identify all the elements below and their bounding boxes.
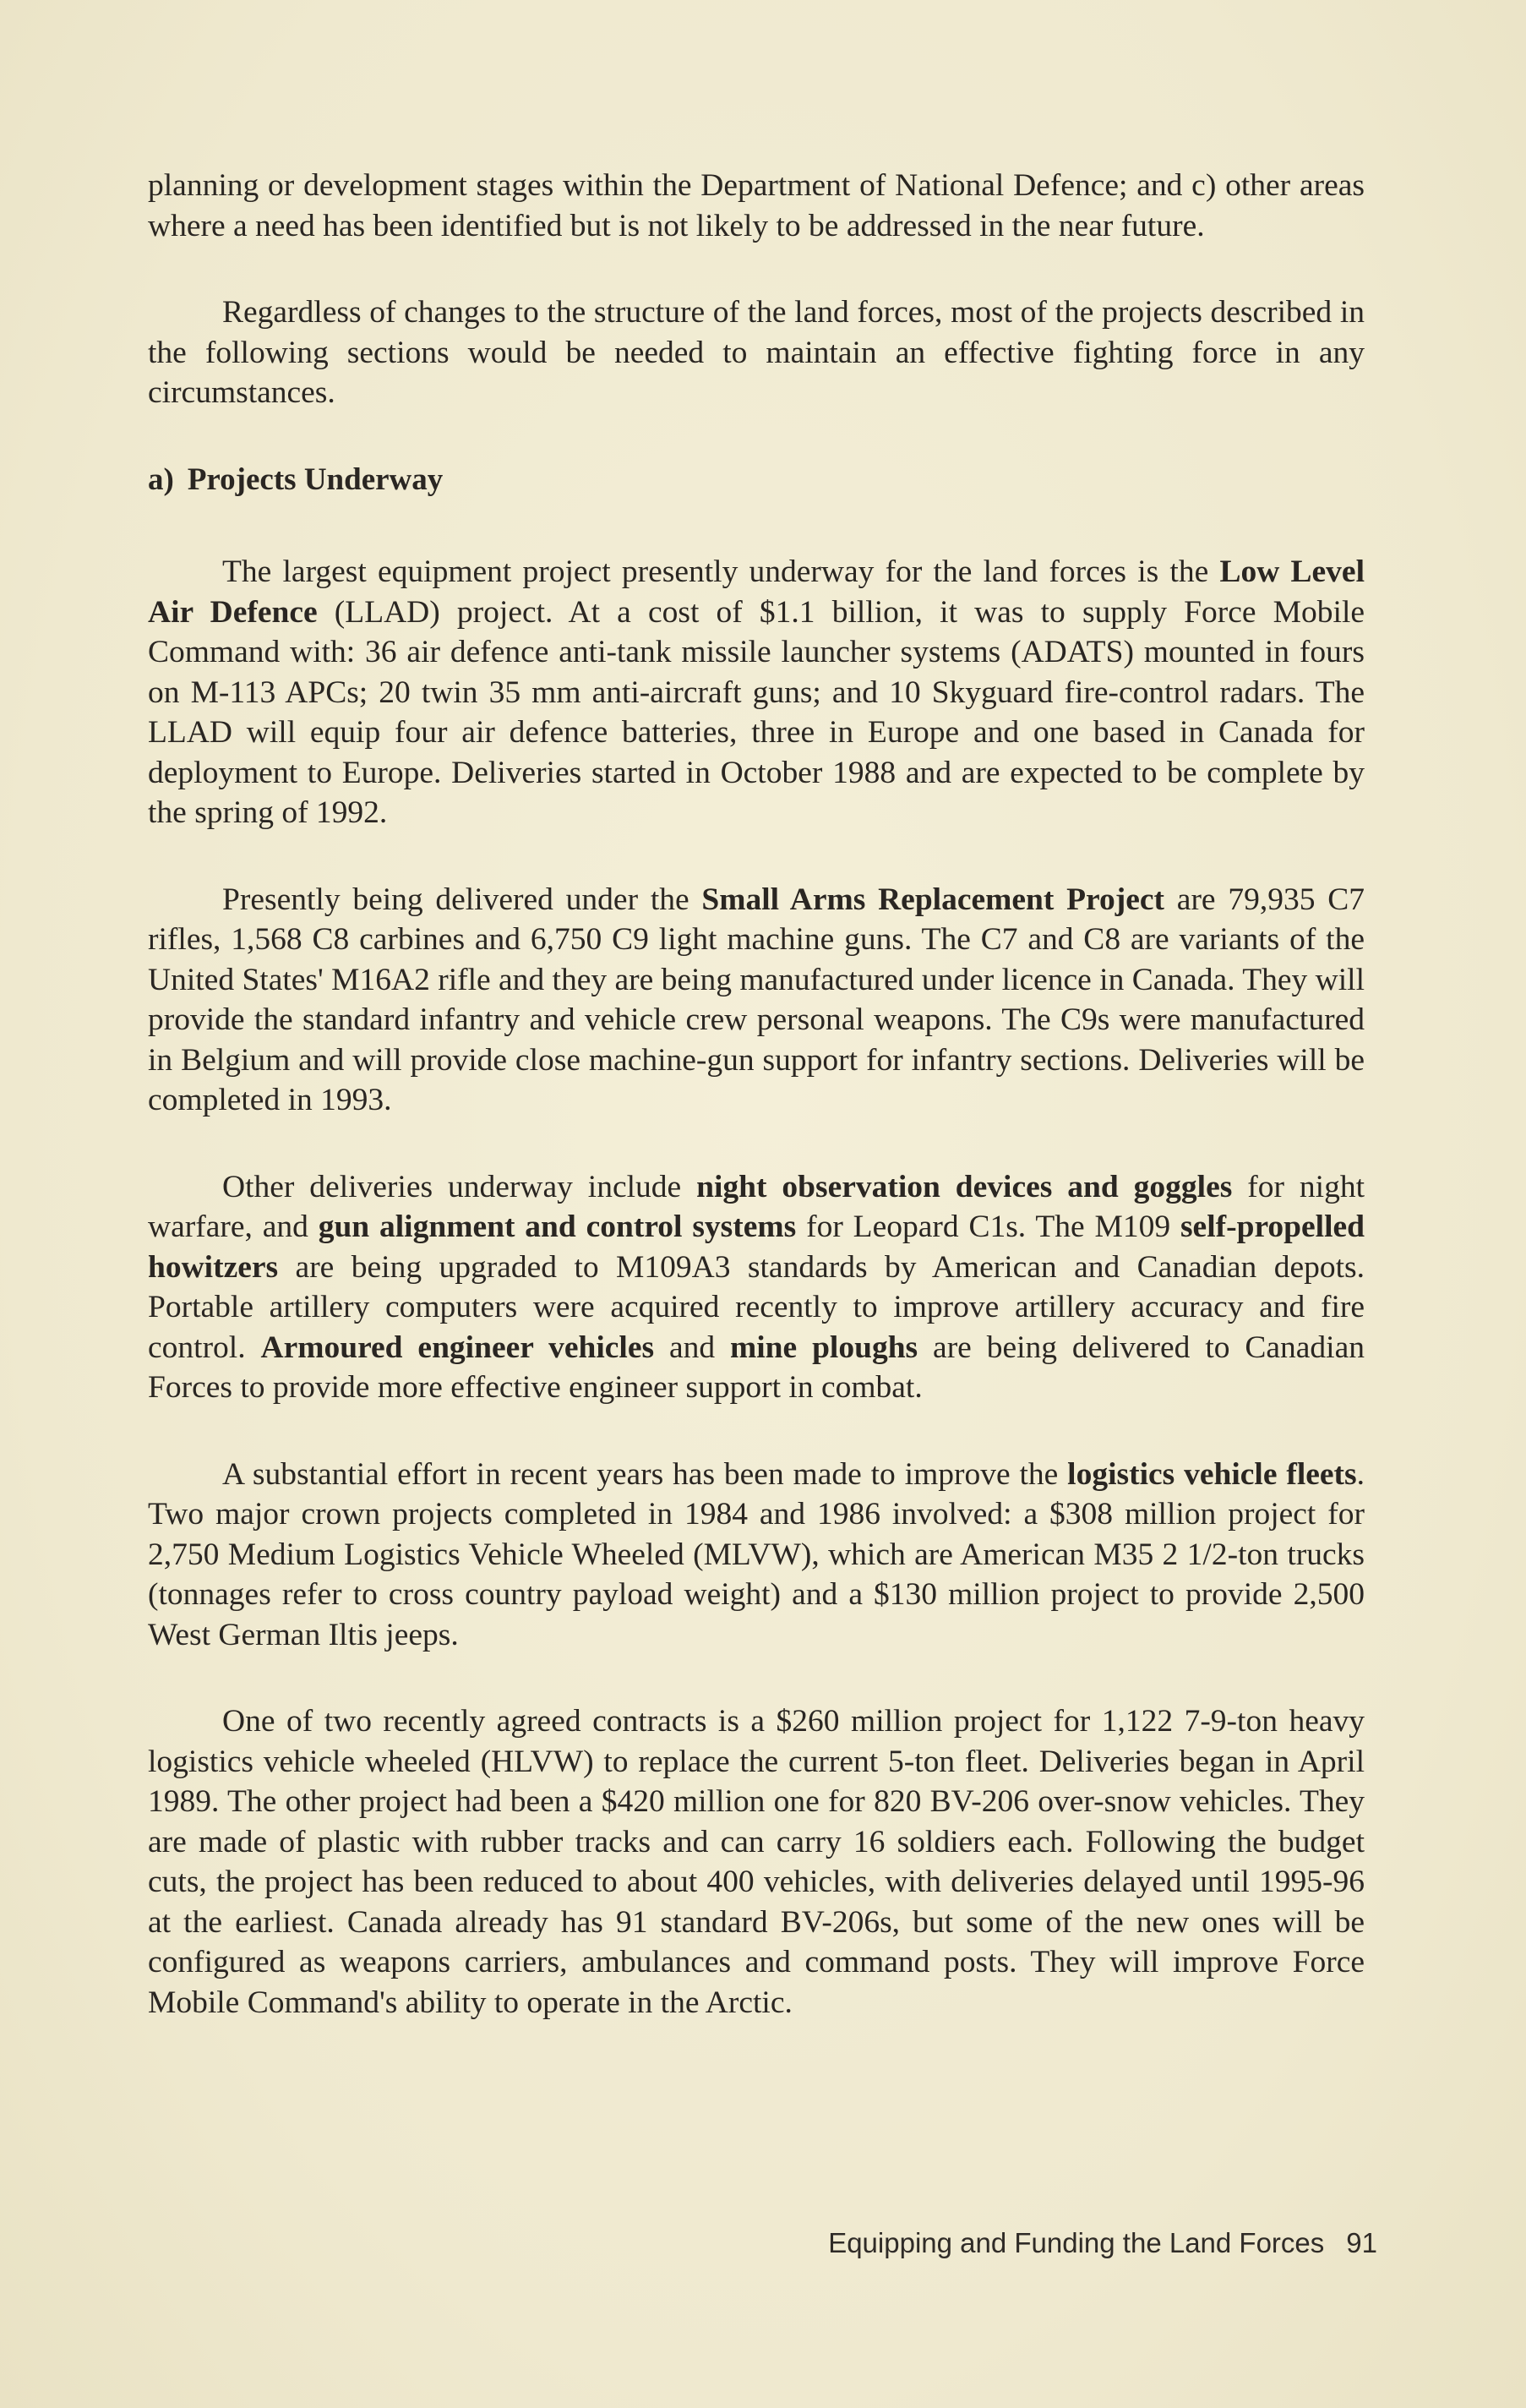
- page-number: 91: [1346, 2227, 1377, 2258]
- paragraph-text: (LLAD) project. At a cost of $1.1 billion, it was to supply Force Mobile Command with: 36 air defence anti-tank missile launcher systems (ADATS) mounted in fours on M-113 APCs; 20 twin 35 mm anti-aircraft guns; and 10 Skyguard fire-control radars. The LLAD will equip four air defence batteries, three in Europe and one based in Canada for deployment to Europe. Deliveries started in October 1988 and are expected to be complete by the spring of 1992.: [148, 594, 1365, 830]
- paragraph-text: for night warfare, and: [148, 1169, 1365, 1244]
- bold-term: Small Arms Replacement Project: [701, 882, 1165, 917]
- paragraph-text: . Two major crown projects completed in 1984 and 1986 involved: a $308 million project for 2,750 Medium Logistics Vehicle Wheeled (MLVW), which are American M35 2 1/2-ton trucks (tonnages refer to cross country payload weight) and a $130 million project to provide 2,500 West German Iltis jeeps.: [148, 1456, 1365, 1652]
- paragraph-text: Presently being delivered under the: [222, 882, 702, 917]
- paragraph-llad: [148, 552, 1365, 833]
- bold-term: Armoured engineer vehicles: [260, 1330, 655, 1365]
- paragraph-text: Regardless of changes to the structure of the land forces, most of the projects described in the following sections would be needed to maintain an effective fighting force in any circumstances.: [148, 295, 1365, 410]
- paragraph-text: are being delivered to Canadian Forces to provide more effective engineer support in combat.: [148, 1330, 1365, 1405]
- bold-term: self-propelled howitzers: [148, 1209, 1365, 1285]
- bold-term: mine ploughs: [730, 1330, 918, 1365]
- running-title: Equipping and Funding the Land Forces: [828, 2227, 1325, 2258]
- paragraph-small-arms: [148, 880, 1365, 1121]
- paragraph-text: The largest equipment project presently underway for the land forces is the: [222, 554, 1220, 589]
- paragraph-text: A substantial effort in recent years has been made to improve the: [222, 1456, 1068, 1492]
- paragraph-land-forces-structure: [148, 292, 1365, 413]
- section-heading-label: a): [148, 461, 174, 497]
- paragraph-continuation: [148, 166, 1365, 246]
- paragraph-text: for Leopard C1s. The M109: [796, 1209, 1180, 1244]
- bold-term: logistics vehicle fleets: [1067, 1456, 1357, 1492]
- paragraph-text: and: [654, 1330, 731, 1365]
- paragraph-text: planning or development stages within the Department of National Defence; and c) other areas where a need has been identified but is not likely to be addressed in the near future.: [148, 168, 1365, 243]
- paragraph-text: One of two recently agreed contracts is a $260 million project for 1,122 7-9-ton heavy logistics vehicle wheeled (HLVW) to replace the current 5-ton fleet. Deliveries began in April 1989. The other project had been a $420 million one for 820 BV-206 over-snow vehicles. They are made of plastic with rubber tracks and can carry 16 soldiers each. Following the budget cuts, the project has been reduced to about 400 vehicles, with deliveries delayed until 1995-96 at the earliest. Canada already has 91 standard BV-206s, but some of the new ones will be configured as weapons carriers, ambulances and command posts. They will improve Force Mobile Command's ability to operate in the Arctic.: [148, 1704, 1365, 2020]
- page-footer: [828, 2227, 1377, 2259]
- bold-term: gun alignment and control systems: [318, 1209, 797, 1244]
- body-text: [148, 166, 1365, 2069]
- paragraph-text: Other deliveries underway include: [222, 1169, 697, 1204]
- paragraph-logistics: [148, 1455, 1365, 1656]
- bold-term: Low Level Air Defence: [148, 554, 1365, 630]
- paragraph-hlvw-bv206: [148, 1701, 1365, 2023]
- bold-term: night observation devices and goggles: [696, 1169, 1233, 1204]
- paragraph-text: are 79,935 C7 rifles, 1,568 C8 carbines and 6,750 C9 light machine guns. The C7 and C8 are variants of the United States' M16A2 rifle and they are being manufactured under licence in Canada. They will provide the standard infantry and vehicle crew personal weapons. The C9s were manufactured in Belgium and will provide close machine-gun support for infantry sections. Deliveries will be completed in 1993.: [148, 882, 1365, 1117]
- section-heading-text: Projects Underway: [187, 461, 444, 497]
- paragraph-other-deliveries: [148, 1167, 1365, 1408]
- paragraph-text: are being upgraded to M109A3 standards by American and Canadian depots. Portable artillery computers were acquired recently to improve artillery accuracy and fire control.: [148, 1249, 1365, 1365]
- section-heading: [148, 460, 1365, 500]
